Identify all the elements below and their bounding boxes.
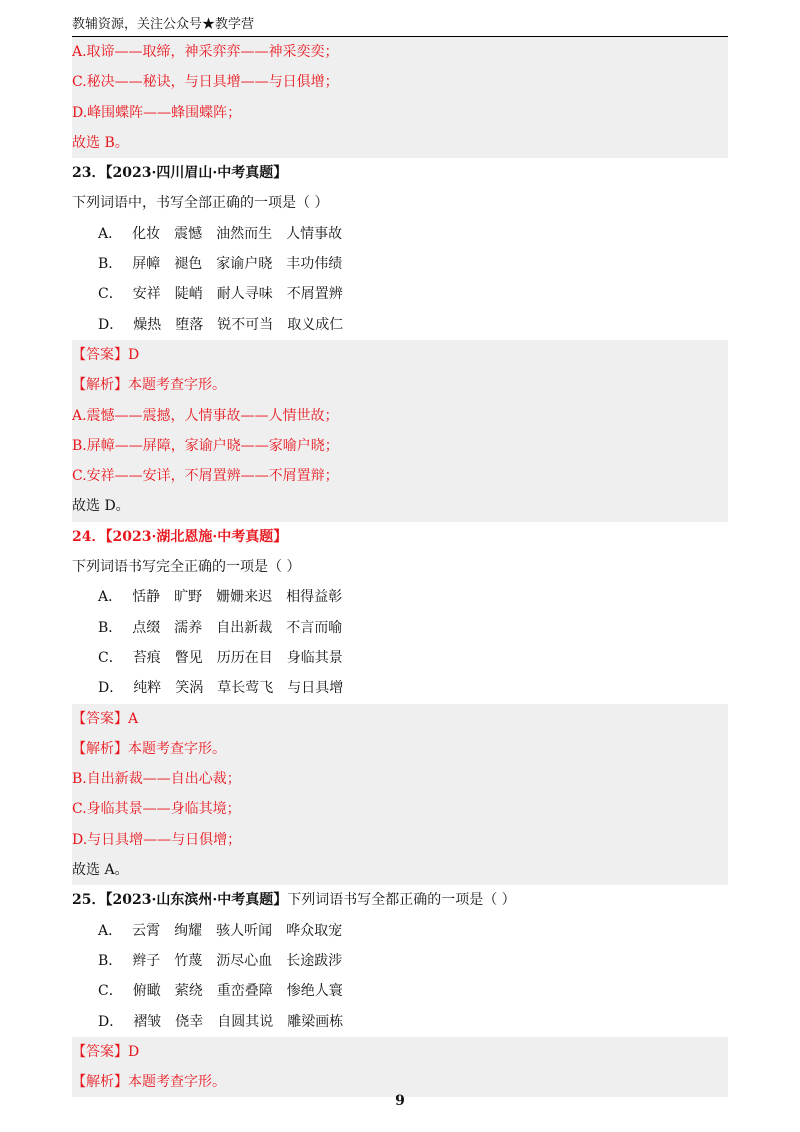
question-source: 【2023·湖北恩施·中考真题】: [105, 528, 288, 545]
note-line: B.屏幛——屏障，家谕户晓——家喻户晓；: [72, 431, 728, 461]
option-c: C． 俯瞰 萦绕 重峦叠障 惨绝人寰: [98, 983, 343, 1000]
answer-value: A: [128, 710, 139, 727]
note-line: C.身临其景——身临其境；: [72, 794, 728, 824]
analysis-tag: 【解析】: [72, 740, 128, 757]
note-line: C.安祥——安详，不屑置辨——不屑置辩；: [72, 461, 728, 491]
page-header: [72, 16, 728, 37]
option-b: B． 辫子 竹蔑 沥尽心血 长途跋涉: [98, 952, 343, 969]
conclusion-line: 故选 D。: [72, 491, 728, 521]
analysis-tag: 【解析】: [72, 377, 128, 394]
answer-tag: 【答案】: [72, 1043, 128, 1060]
analysis-tag: 【解析】: [72, 1074, 128, 1091]
answer-tag: 【答案】: [72, 710, 128, 727]
analysis-text: 本题考查字形。: [128, 377, 226, 394]
option-c: C． 安祥 陡峭 耐人寻味 不屑置辨: [98, 286, 343, 303]
answer-line: [72, 1037, 728, 1067]
question-source: 【2023·四川眉山·中考真题】: [105, 165, 288, 182]
question-23-heading: [72, 158, 728, 188]
question-number: 24．: [72, 528, 106, 545]
question-stem: 下列词语书写完全正确的一项是（ ）: [72, 559, 301, 576]
option-b: B． 屏幛 褪色 家谕户晓 丰功伟绩: [98, 256, 343, 273]
note-line: D.峰围蝶阵——蜂围蝶阵；: [72, 98, 728, 128]
page-number: 9: [395, 1093, 405, 1109]
conclusion-line: 故选 A。: [72, 855, 728, 885]
question-stem: 下列词语中，书写全部正确的一项是（ ）: [72, 195, 329, 212]
answer-value: D: [128, 1043, 140, 1060]
question-source: 【2023·山东滨州·中考真题】: [105, 892, 288, 909]
analysis-line: [72, 370, 728, 400]
option-d: D． 燥热 堕落 锐不可当 取义成仁: [98, 316, 344, 333]
answer-value: D: [128, 346, 140, 363]
option-a: A． 云霄 绚耀 骇人听闻 哗众取宠: [98, 922, 343, 939]
conclusion-line: 故选 B。: [72, 128, 728, 158]
note-line: A.取谛——取缔，神采弈弈——神采奕奕；: [72, 37, 728, 67]
question-number: 25．: [72, 892, 106, 909]
answer-line: [72, 704, 728, 734]
note-line: B.自出新裁——自出心裁；: [72, 764, 728, 794]
note-line: C.秘决——秘诀，与日具增——与日俱增；: [72, 67, 728, 97]
question-24-heading: [72, 522, 728, 552]
option-d: D． 纯粹 笑涡 草长莺飞 与日具增: [98, 680, 344, 697]
note-line: D.与日具增——与日俱增；: [72, 825, 728, 855]
question-stem: 下列词语书写全都正确的一项是（ ）: [287, 892, 516, 909]
option-d: D． 褶皱 侥幸 自圆其说 雕梁画栋: [98, 1013, 344, 1030]
analysis-text: 本题考查字形。: [128, 740, 226, 757]
question-25-heading: [72, 885, 728, 915]
page-content: [72, 37, 728, 1097]
header-text: 教辅资源，关注公众号★教学营: [72, 17, 255, 32]
analysis-line: [72, 734, 728, 764]
option-a: A． 化妆 震憾 油然而生 人情事故: [98, 225, 343, 242]
question-number: 23．: [72, 165, 106, 182]
answer-line: [72, 340, 728, 370]
note-line: A.震憾——震撼，人情事故——人情世故；: [72, 401, 728, 431]
option-b: B． 点缀 濡养 自出新裁 不言而喻: [98, 619, 343, 636]
analysis-text: 本题考查字形。: [128, 1074, 226, 1091]
answer-tag: 【答案】: [72, 346, 128, 363]
option-c: C． 苔痕 瞥见 历历在目 身临其景: [98, 649, 343, 666]
option-a: A． 恬静 旷野 姗姗来迟 相得益彰: [98, 589, 343, 606]
